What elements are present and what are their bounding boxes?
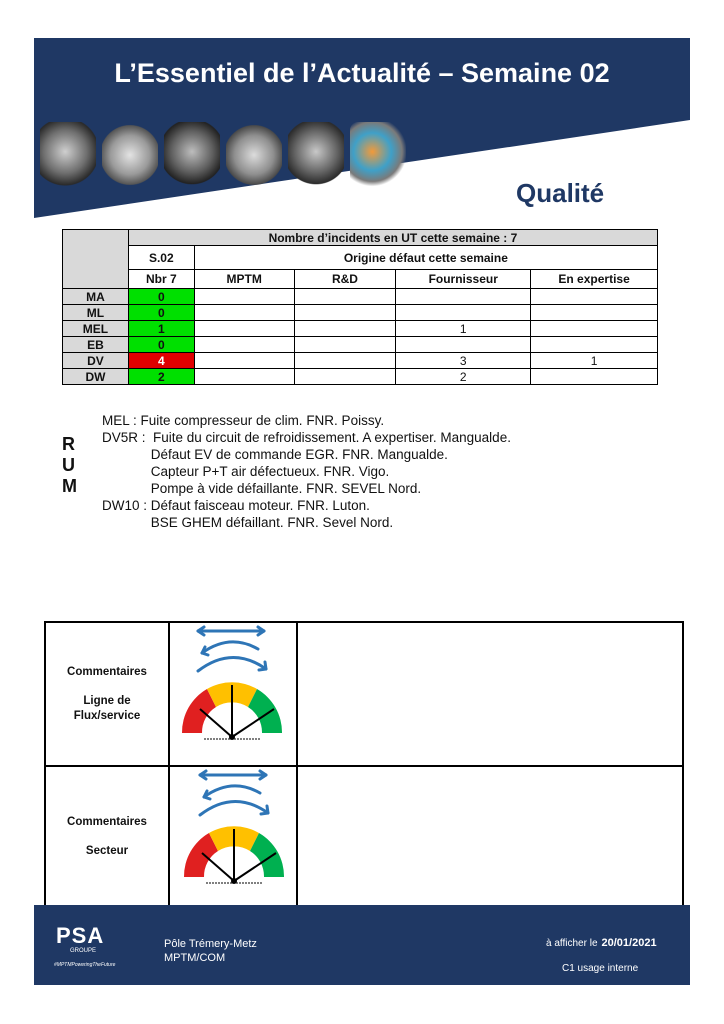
comment-title: Commentaires bbox=[67, 666, 147, 678]
table-cell bbox=[531, 321, 658, 337]
note-line: BSE GHEM défaillant. FNR. Sevel Nord. bbox=[102, 515, 394, 530]
comment-area[interactable] bbox=[298, 623, 682, 765]
comment-subtitle: Secteur bbox=[85, 845, 129, 857]
table-cell: 1 bbox=[396, 321, 531, 337]
footer-dept: MPTM/COM bbox=[164, 952, 226, 964]
comment-row-line bbox=[46, 623, 682, 767]
table-cell bbox=[194, 337, 294, 353]
engine-image bbox=[288, 122, 344, 188]
table-row bbox=[63, 321, 658, 337]
table-cell bbox=[396, 337, 531, 353]
note-line: MEL : Fuite compresseur de clim. FNR. Poissy. bbox=[102, 413, 385, 428]
footer bbox=[34, 905, 690, 985]
row-label: MA bbox=[63, 289, 129, 305]
comment-row-sector bbox=[46, 767, 682, 909]
origin-label: Origine défaut cette semaine bbox=[194, 246, 657, 270]
incident-notes bbox=[102, 412, 511, 531]
table-row bbox=[63, 337, 658, 353]
comment-label bbox=[46, 623, 170, 765]
table-cell bbox=[531, 337, 658, 353]
column-header: En expertise bbox=[531, 270, 658, 289]
count-cell: 0 bbox=[128, 337, 194, 353]
week-label: S.02 bbox=[128, 246, 194, 270]
engine-image bbox=[164, 122, 220, 188]
count-cell: 2 bbox=[128, 369, 194, 385]
psa-logo: PSA bbox=[56, 923, 105, 948]
footer-display-date bbox=[546, 937, 657, 949]
rum-letter: U bbox=[62, 455, 75, 475]
table-cell bbox=[396, 289, 531, 305]
gauge-icon bbox=[170, 623, 296, 763]
table-cell bbox=[294, 369, 396, 385]
table-cell bbox=[531, 289, 658, 305]
table-caption: Nombre d’incidents en UT cette semaine : 7 bbox=[128, 230, 657, 246]
row-label: MEL bbox=[63, 321, 129, 337]
row-label: EB bbox=[63, 337, 129, 353]
comment-subtitle: Flux/service bbox=[73, 710, 141, 722]
table-cell bbox=[531, 369, 658, 385]
table-cell bbox=[531, 305, 658, 321]
column-header: R&D bbox=[294, 270, 396, 289]
rum-letter: M bbox=[62, 476, 77, 496]
table-row bbox=[63, 305, 658, 321]
display-date: 20/01/2021 bbox=[601, 937, 657, 949]
note-line: DV5R : Fuite du circuit de refroidissement. A expertiser. Mangualde. bbox=[102, 430, 511, 445]
count-label: Nbr 7 bbox=[128, 270, 194, 289]
incident-table bbox=[62, 229, 658, 385]
count-cell: 0 bbox=[128, 289, 194, 305]
table-cell bbox=[194, 353, 294, 369]
electric-motor-image bbox=[350, 122, 406, 188]
comments-table bbox=[44, 621, 684, 909]
table-cell bbox=[396, 305, 531, 321]
engine-images bbox=[40, 122, 460, 194]
gearbox-image bbox=[102, 122, 158, 188]
rum-letter: R bbox=[62, 434, 75, 454]
gauge-cell bbox=[170, 623, 298, 765]
table-cell bbox=[294, 353, 396, 369]
engine-image bbox=[226, 122, 282, 188]
note-line: Capteur P+T air défectueux. FNR. Vigo. bbox=[102, 464, 390, 479]
row-label: DW bbox=[63, 369, 129, 385]
column-header: MPTM bbox=[194, 270, 294, 289]
section-title: Qualité bbox=[516, 178, 605, 208]
logo-subtitle: GROUPE bbox=[70, 948, 97, 954]
table-cell bbox=[194, 305, 294, 321]
footer-classification: C1 usage interne bbox=[562, 963, 639, 974]
comment-subtitle: Ligne de bbox=[83, 695, 131, 707]
table-cell bbox=[194, 289, 294, 305]
note-line: Pompe à vide défaillante. FNR. SEVEL Nord. bbox=[102, 481, 422, 496]
table-cell: 2 bbox=[396, 369, 531, 385]
table-row bbox=[63, 369, 658, 385]
engine-image bbox=[40, 122, 96, 188]
table-cell bbox=[294, 337, 396, 353]
count-cell: 1 bbox=[128, 321, 194, 337]
row-label: ML bbox=[63, 305, 129, 321]
display-label: à afficher le bbox=[546, 938, 598, 949]
page-title: L’Essentiel de l’Actualité – Semaine 02 bbox=[114, 58, 610, 88]
logo-tagline: #MPTMPoweringTheFuture bbox=[54, 962, 116, 968]
count-cell: 0 bbox=[128, 305, 194, 321]
row-label: DV bbox=[63, 353, 129, 369]
rum-label bbox=[62, 434, 77, 497]
gauge-cell bbox=[170, 767, 298, 909]
table-cell bbox=[294, 305, 396, 321]
table-cell: 1 bbox=[531, 353, 658, 369]
comment-area[interactable] bbox=[298, 767, 682, 909]
gauge-icon bbox=[170, 767, 296, 907]
note-line: Défaut EV de commande EGR. FNR. Mangualde. bbox=[102, 447, 448, 462]
table-cell bbox=[294, 321, 396, 337]
count-cell: 4 bbox=[128, 353, 194, 369]
note-line: DW10 : Défaut faisceau moteur. FNR. Luton. bbox=[102, 498, 370, 513]
table-corner bbox=[63, 230, 129, 289]
footer-site: Pôle Trémery-Metz bbox=[164, 938, 257, 950]
comment-label bbox=[46, 767, 170, 909]
comment-title: Commentaires bbox=[67, 816, 147, 828]
column-header: Fournisseur bbox=[396, 270, 531, 289]
table-cell: 3 bbox=[396, 353, 531, 369]
table-cell bbox=[294, 289, 396, 305]
table-row bbox=[63, 353, 658, 369]
table-cell bbox=[194, 321, 294, 337]
table-row bbox=[63, 289, 658, 305]
table-cell bbox=[194, 369, 294, 385]
